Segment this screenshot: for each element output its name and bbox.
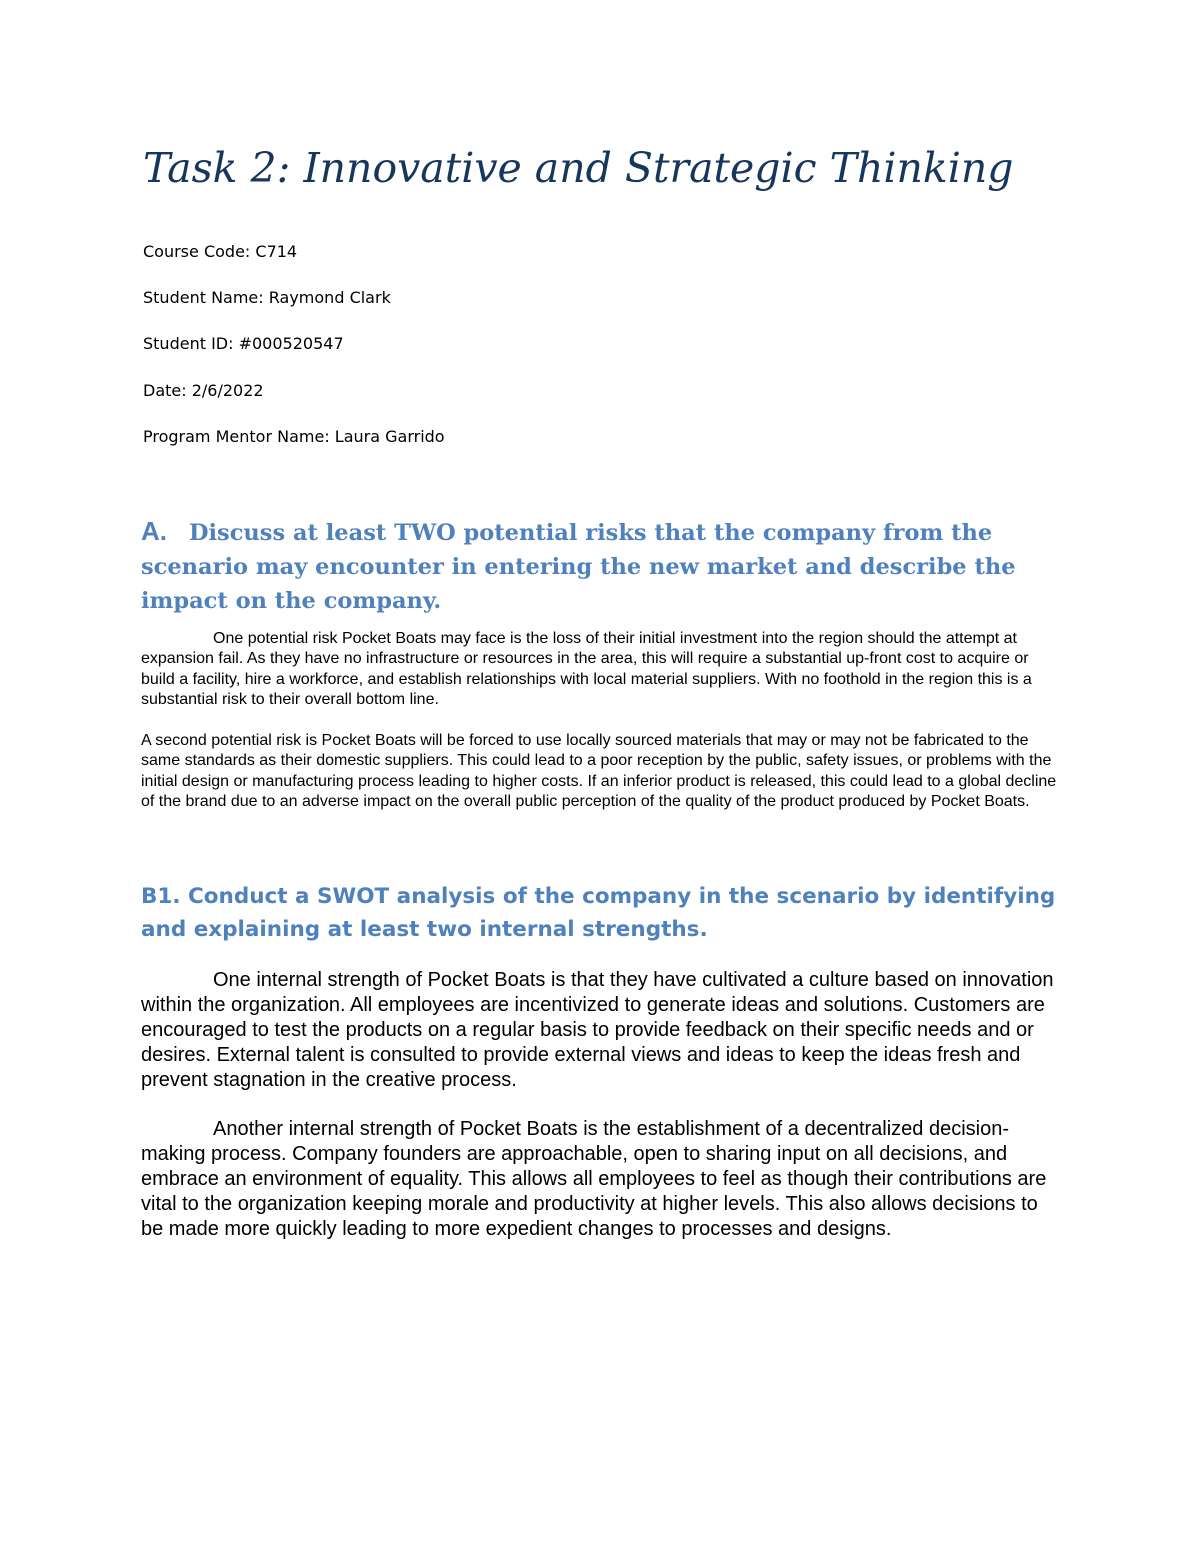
section-a-number: A. <box>141 516 167 546</box>
date-label: Date: <box>143 381 187 400</box>
section-b1-paragraph-2-text: Another internal strength of Pocket Boats is the establishment of a decentralized decision-making process. Company founders are approachable, open to sharing input on all decisions, and embrace an environment of equality. This allows all employees to feel as though their contributions are vital to the organization keeping morale and productivity at higher levels. This also allows decisions to be made more quickly leading to more expedient changes to processes and designs. <box>141 1118 1047 1240</box>
date-value: 2/6/2022 <box>191 381 264 400</box>
mentor-value: Laura Garrido <box>334 427 445 446</box>
mentor-line <box>143 426 445 448</box>
student-id-label: Student ID: <box>143 334 234 353</box>
section-a-paragraph <box>141 629 1061 710</box>
date-line <box>143 380 264 402</box>
section-b1-paragraph-1-text: One internal strength of Pocket Boats is that they have cultivated a culture based on innovation within the organization. All employees are incentivized to generate ideas and solutions. Customers are encouraged to test the products on a regular basis to provide feedback on their specific needs and or desires. External talent is consulted to provide external views and ideas to keep the ideas fresh and prevent stagnation in the creative process. <box>141 969 1054 1091</box>
section-a-paragraph-1-text: One potential risk Pocket Boats may face is the loss of their initial investment into the region should the attempt at expansion fail. As they have no infrastructure or resources in the area, this will require a substantial up-front cost to acquire or build a facility, hire a workforce, and establish relationships with local material suppliers. With no foothold in the region this is a substantial risk to their overall bottom line. <box>141 630 1032 708</box>
section-b1-heading: B1. Conduct a SWOT analysis of the company in the scenario by identifying and explaining at least two internal strengths. <box>141 884 1056 942</box>
course-code-label: Course Code: <box>143 242 251 261</box>
course-code-value: C714 <box>255 242 298 261</box>
student-name-value: Raymond Clark <box>268 288 391 307</box>
section-a-heading <box>141 514 1061 618</box>
section-b1-paragraph <box>141 968 1061 1093</box>
section-a-paragraph <box>141 731 1061 812</box>
student-id-value: #000520547 <box>238 334 344 353</box>
student-name-line <box>143 287 391 309</box>
mentor-label: Program Mentor Name: <box>143 427 330 446</box>
section-a-heading-text: Discuss at least TWO potential risks that the company from the scenario may encounter in entering the new market and describe the impact on the company. <box>141 520 1016 614</box>
course-code-line <box>143 241 297 263</box>
section-b1-paragraph <box>141 1117 1061 1242</box>
student-name-label: Student Name: <box>143 288 264 307</box>
student-id-line <box>143 333 344 355</box>
section-a-paragraph-2-text: A second potential risk is Pocket Boats will be forced to use locally sourced materials that may or may not be fabricated to the same standards as their domestic suppliers. This could lead to a poor reception by the public, safety issues, or problems with the initial design or manufacturing process leading to higher costs. If an inferior product is released, this could lead to a global decline of the brand due to an adverse impact on the overall public perception of the quality of the product produced by Pocket Boats. <box>141 732 1057 810</box>
document-title: Task 2: Innovative and Strategic Thinking <box>143 144 1014 192</box>
